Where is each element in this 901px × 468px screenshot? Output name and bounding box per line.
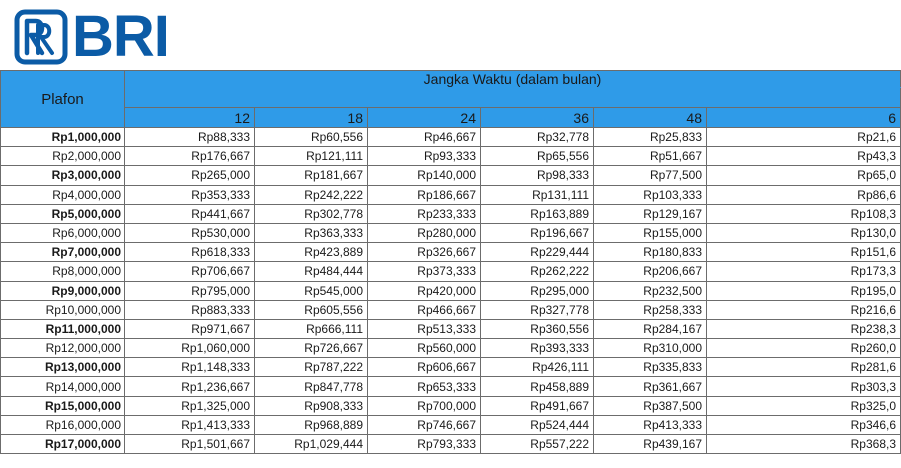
table-row — [1, 166, 901, 185]
installment-cell: Rp195,0 — [707, 281, 901, 300]
installment-cell: Rp335,833 — [594, 358, 707, 377]
brand-header — [14, 6, 169, 68]
table-row — [1, 147, 901, 166]
installment-cell: Rp793,333 — [368, 435, 481, 454]
installment-cell: Rp795,000 — [125, 281, 255, 300]
installment-cell: Rp129,167 — [594, 204, 707, 223]
installment-cell: Rp60,556 — [255, 128, 368, 147]
installment-cell: Rp746,667 — [368, 415, 481, 434]
installment-cell: Rp173,3 — [707, 262, 901, 281]
installment-cell: Rp186,667 — [368, 185, 481, 204]
table-body — [1, 128, 901, 454]
installment-cell: Rp847,778 — [255, 377, 368, 396]
installment-cell: Rp131,111 — [481, 185, 594, 204]
installment-cell: Rp43,3 — [707, 147, 901, 166]
installment-cell: Rp130,0 — [707, 223, 901, 242]
plafon-cell: Rp5,000,000 — [1, 204, 125, 223]
installment-cell: Rp65,556 — [481, 147, 594, 166]
installment-cell: Rp1,325,000 — [125, 396, 255, 415]
installment-cell: Rp346,6 — [707, 415, 901, 434]
plafon-header: Plafon — [1, 71, 125, 128]
installment-cell: Rp206,667 — [594, 262, 707, 281]
installment-cell: Rp426,111 — [481, 358, 594, 377]
installment-cell: Rp326,667 — [368, 243, 481, 262]
plafon-cell: Rp11,000,000 — [1, 319, 125, 338]
installment-cell: Rp360,556 — [481, 319, 594, 338]
installment-cell: Rp229,444 — [481, 243, 594, 262]
installment-cell: Rp361,667 — [594, 377, 707, 396]
plafon-cell: Rp8,000,000 — [1, 262, 125, 281]
installment-cell: Rp21,6 — [707, 128, 901, 147]
installment-cell: Rp606,667 — [368, 358, 481, 377]
plafon-cell: Rp2,000,000 — [1, 147, 125, 166]
installment-cell: Rp458,889 — [481, 377, 594, 396]
installment-cell: Rp618,333 — [125, 243, 255, 262]
installment-cell: Rp98,333 — [481, 166, 594, 185]
table-row — [1, 281, 901, 300]
installment-cell: Rp368,3 — [707, 435, 901, 454]
installment-cell: Rp373,333 — [368, 262, 481, 281]
table-row — [1, 300, 901, 319]
installment-table-container — [0, 70, 896, 468]
installment-cell: Rp353,333 — [125, 185, 255, 204]
installment-cell: Rp513,333 — [368, 319, 481, 338]
installment-cell: Rp284,167 — [594, 319, 707, 338]
month-header-row — [1, 108, 901, 128]
installment-cell: Rp108,3 — [707, 204, 901, 223]
month-header-cell: 48 — [594, 108, 707, 128]
installment-cell: Rp303,3 — [707, 377, 901, 396]
installment-cell: Rp163,889 — [481, 204, 594, 223]
installment-cell: Rp86,6 — [707, 185, 901, 204]
installment-cell: Rp310,000 — [594, 339, 707, 358]
installment-cell: Rp1,060,000 — [125, 339, 255, 358]
table-row — [1, 243, 901, 262]
installment-cell: Rp491,667 — [481, 396, 594, 415]
brand-name: BRI — [72, 4, 169, 69]
installment-cell: Rp262,222 — [481, 262, 594, 281]
installment-cell: Rp103,333 — [594, 185, 707, 204]
plafon-cell: Rp12,000,000 — [1, 339, 125, 358]
installment-cell: Rp413,333 — [594, 415, 707, 434]
table-row — [1, 204, 901, 223]
month-header-cell: 12 — [125, 108, 255, 128]
term-header: Jangka Waktu (dalam bulan) — [125, 71, 901, 88]
plafon-cell: Rp1,000,000 — [1, 128, 125, 147]
installment-cell: Rp883,333 — [125, 300, 255, 319]
installment-cell: Rp787,222 — [255, 358, 368, 377]
plafon-cell: Rp10,000,000 — [1, 300, 125, 319]
installment-cell: Rp232,500 — [594, 281, 707, 300]
installment-cell: Rp1,501,667 — [125, 435, 255, 454]
table-row — [1, 319, 901, 338]
installment-cell: Rp155,000 — [594, 223, 707, 242]
plafon-cell: Rp15,000,000 — [1, 396, 125, 415]
installment-cell: Rp51,667 — [594, 147, 707, 166]
table-row — [1, 415, 901, 434]
installment-cell: Rp93,333 — [368, 147, 481, 166]
installment-cell: Rp281,6 — [707, 358, 901, 377]
installment-cell: Rp65,0 — [707, 166, 901, 185]
month-header-cell: 6 — [707, 108, 901, 128]
installment-cell: Rp706,667 — [125, 262, 255, 281]
installment-cell: Rp363,333 — [255, 223, 368, 242]
installment-cell: Rp181,667 — [255, 166, 368, 185]
plafon-cell: Rp3,000,000 — [1, 166, 125, 185]
plafon-cell: Rp4,000,000 — [1, 185, 125, 204]
installment-cell: Rp393,333 — [481, 339, 594, 358]
installment-cell: Rp302,778 — [255, 204, 368, 223]
plafon-cell: Rp7,000,000 — [1, 243, 125, 262]
installment-cell: Rp908,333 — [255, 396, 368, 415]
table-row — [1, 396, 901, 415]
installment-cell: Rp216,6 — [707, 300, 901, 319]
installment-cell: Rp233,333 — [368, 204, 481, 223]
plafon-cell: Rp6,000,000 — [1, 223, 125, 242]
installment-cell: Rp176,667 — [125, 147, 255, 166]
installment-cell: Rp25,833 — [594, 128, 707, 147]
installment-cell: Rp1,236,667 — [125, 377, 255, 396]
table-row — [1, 223, 901, 242]
installment-cell: Rp140,000 — [368, 166, 481, 185]
installment-cell: Rp524,444 — [481, 415, 594, 434]
plafon-cell: Rp9,000,000 — [1, 281, 125, 300]
table-row — [1, 358, 901, 377]
installment-cell: Rp180,833 — [594, 243, 707, 262]
installment-cell: Rp423,889 — [255, 243, 368, 262]
table-row — [1, 262, 901, 281]
installment-cell: Rp653,333 — [368, 377, 481, 396]
installment-cell: Rp295,000 — [481, 281, 594, 300]
installment-cell: Rp484,444 — [255, 262, 368, 281]
month-header-cell: 24 — [368, 108, 481, 128]
table-row — [1, 435, 901, 454]
installment-cell: Rp726,667 — [255, 339, 368, 358]
table-row — [1, 128, 901, 147]
table-row — [1, 377, 901, 396]
installment-cell: Rp151,6 — [707, 243, 901, 262]
header-band — [125, 88, 901, 108]
installment-cell: Rp77,500 — [594, 166, 707, 185]
installment-cell: Rp88,333 — [125, 128, 255, 147]
installment-cell: Rp387,500 — [594, 396, 707, 415]
installment-cell: Rp325,0 — [707, 396, 901, 415]
installment-cell: Rp545,000 — [255, 281, 368, 300]
plafon-cell: Rp14,000,000 — [1, 377, 125, 396]
installment-cell: Rp280,000 — [368, 223, 481, 242]
month-header-cell: 36 — [481, 108, 594, 128]
installment-cell: Rp46,667 — [368, 128, 481, 147]
installment-cell: Rp265,000 — [125, 166, 255, 185]
installment-cell: Rp196,667 — [481, 223, 594, 242]
installment-cell: Rp420,000 — [368, 281, 481, 300]
plafon-cell: Rp13,000,000 — [1, 358, 125, 377]
installment-cell: Rp238,3 — [707, 319, 901, 338]
installment-cell: Rp968,889 — [255, 415, 368, 434]
installment-cell: Rp242,222 — [255, 185, 368, 204]
installment-cell: Rp666,111 — [255, 319, 368, 338]
installment-cell: Rp605,556 — [255, 300, 368, 319]
installment-cell: Rp971,667 — [125, 319, 255, 338]
installment-cell: Rp327,778 — [481, 300, 594, 319]
installment-cell: Rp121,111 — [255, 147, 368, 166]
installment-cell: Rp466,667 — [368, 300, 481, 319]
installment-cell: Rp560,000 — [368, 339, 481, 358]
bri-logo-icon — [14, 9, 68, 65]
installment-cell: Rp32,778 — [481, 128, 594, 147]
table-row — [1, 185, 901, 204]
installment-cell: Rp557,222 — [481, 435, 594, 454]
plafon-cell: Rp17,000,000 — [1, 435, 125, 454]
table-row — [1, 339, 901, 358]
installment-table — [0, 70, 901, 454]
installment-cell: Rp258,333 — [594, 300, 707, 319]
installment-cell: Rp1,029,444 — [255, 435, 368, 454]
installment-cell: Rp1,148,333 — [125, 358, 255, 377]
installment-cell: Rp260,0 — [707, 339, 901, 358]
installment-cell: Rp439,167 — [594, 435, 707, 454]
month-header-cell: 18 — [255, 108, 368, 128]
installment-cell: Rp1,413,333 — [125, 415, 255, 434]
installment-cell: Rp530,000 — [125, 223, 255, 242]
plafon-cell: Rp16,000,000 — [1, 415, 125, 434]
installment-cell: Rp441,667 — [125, 204, 255, 223]
installment-cell: Rp700,000 — [368, 396, 481, 415]
